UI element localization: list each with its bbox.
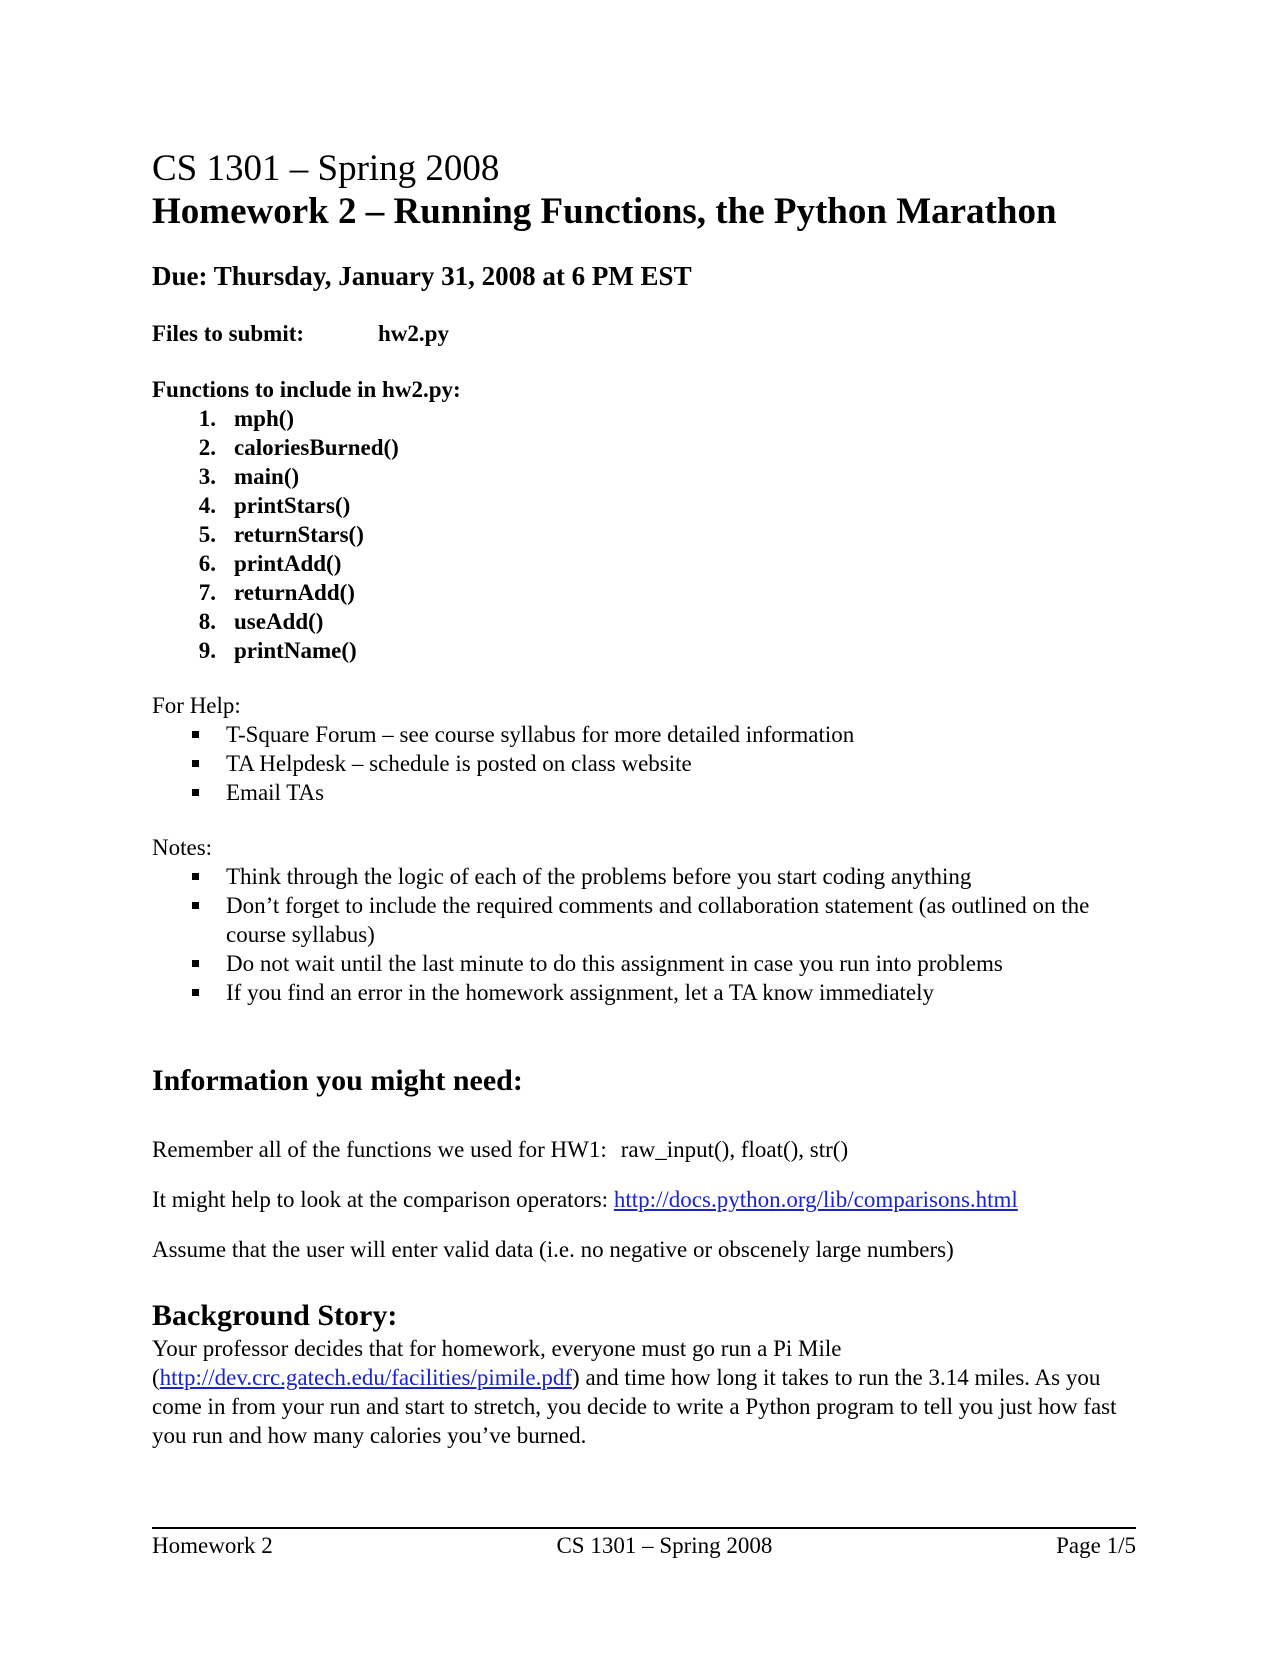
functions-heading: Functions to include in hw2.py: [152,377,461,402]
reminder-text: Remember all of the functions we used for HW1: [152,1137,607,1162]
list-item [152,749,1132,778]
list-number: 7. [198,580,216,605]
list-number: 2. [198,435,216,460]
list-number: 6. [198,551,216,576]
note-item: Think through the logic of each of the problems before you start coding anything [226,864,972,889]
list-number: 8. [198,609,216,634]
list-number: 5. [198,522,216,547]
comparison-tip [152,1185,1132,1214]
bullet-icon [152,720,226,749]
valid-data-note: Assume that the user will enter valid data (i.e. no negative or obscenely large numbers) [152,1237,954,1262]
functions-list [152,404,1132,665]
list-item [152,549,1132,578]
files-to-submit [152,320,1132,348]
background-story [152,1334,1132,1450]
story-text-end: ) and time how long it takes to run the 3.14 miles. As you come in from your run and start to stretch, you decide to write a Python program to tell you just how fast you run and how many calories you’ve burned. [152,1365,1117,1448]
footer-page-number: Page 1/5 [1056,1533,1136,1558]
bullet-icon [152,891,226,949]
pimile-link[interactable]: http://dev.crc.gatech.edu/facilities/pimile.pdf [159,1365,573,1390]
help-item: T-Square Forum – see course syllabus for more detailed information [226,722,855,747]
footer-left: Homework 2 [152,1533,273,1558]
list-item [152,491,1132,520]
help-label: For Help: [152,693,241,718]
info-heading: Information you might need: [152,1064,523,1097]
list-item [152,949,1132,978]
function-name: printName() [234,638,357,663]
list-number: 9. [198,638,216,663]
note-item: Do not wait until the last minute to do this assignment in case you run into problems [226,951,1003,976]
function-name: useAdd() [234,609,324,634]
course-title: CS 1301 – Spring 2008 [152,148,500,189]
list-item [152,778,1132,807]
help-item: Email TAs [226,780,325,805]
comparisons-link[interactable]: http://docs.python.org/lib/comparisons.html [613,1187,1018,1212]
files-label: Files to submit: [152,321,305,346]
list-item [152,978,1132,1007]
homework-title: Homework 2 – Running Functions, the Python Marathon [152,191,1057,232]
bullet-icon [152,949,226,978]
bullet-icon [152,978,226,1007]
list-item [152,462,1132,491]
list-number: 4. [198,493,216,518]
bullet-icon [152,862,226,891]
background-heading: Background Story: [152,1299,398,1332]
list-number: 1. [198,406,216,431]
functions-reminder [152,1135,1132,1164]
footer-divider [152,1527,1136,1529]
function-name: printAdd() [234,551,342,576]
list-item [152,578,1132,607]
function-name: main() [234,464,300,489]
note-item: If you find an error in the homework assignment, let a TA know immediately [226,980,935,1005]
list-number: 3. [198,464,216,489]
document-page [152,148,1132,1450]
comparison-text: It might help to look at the comparison operators: [152,1187,614,1212]
bullet-icon [152,778,226,807]
notes-label: Notes: [152,835,213,860]
reminder-functions: raw_input(), float(), str() [620,1137,849,1162]
list-item [152,891,1132,949]
function-name: caloriesBurned() [234,435,399,460]
bullet-icon [152,749,226,778]
story-text-start: Your professor decides that for homework, everyone must go run a Pi Mile ( [152,1336,842,1390]
due-date: Due: Thursday, January 31, 2008 at 6 PM EST [152,261,692,291]
list-item [152,404,1132,433]
list-item [152,433,1132,462]
footer-center: CS 1301 – Spring 2008 [556,1533,773,1558]
help-item: TA Helpdesk – schedule is posted on class website [226,751,692,776]
files-value: hw2.py [378,321,449,346]
function-name: returnAdd() [234,580,355,605]
list-item [152,636,1132,665]
list-item [152,607,1132,636]
list-item [152,720,1132,749]
function-name: mph() [234,406,295,431]
help-list [152,720,1132,807]
note-item: Don’t forget to include the required comments and collaboration statement (as outlined on the course syllabus) [226,893,1090,947]
function-name: returnStars() [234,522,364,547]
notes-list [152,862,1132,1007]
list-item [152,862,1132,891]
list-item [152,520,1132,549]
page-footer [152,1531,1136,1560]
function-name: printStars() [234,493,351,518]
